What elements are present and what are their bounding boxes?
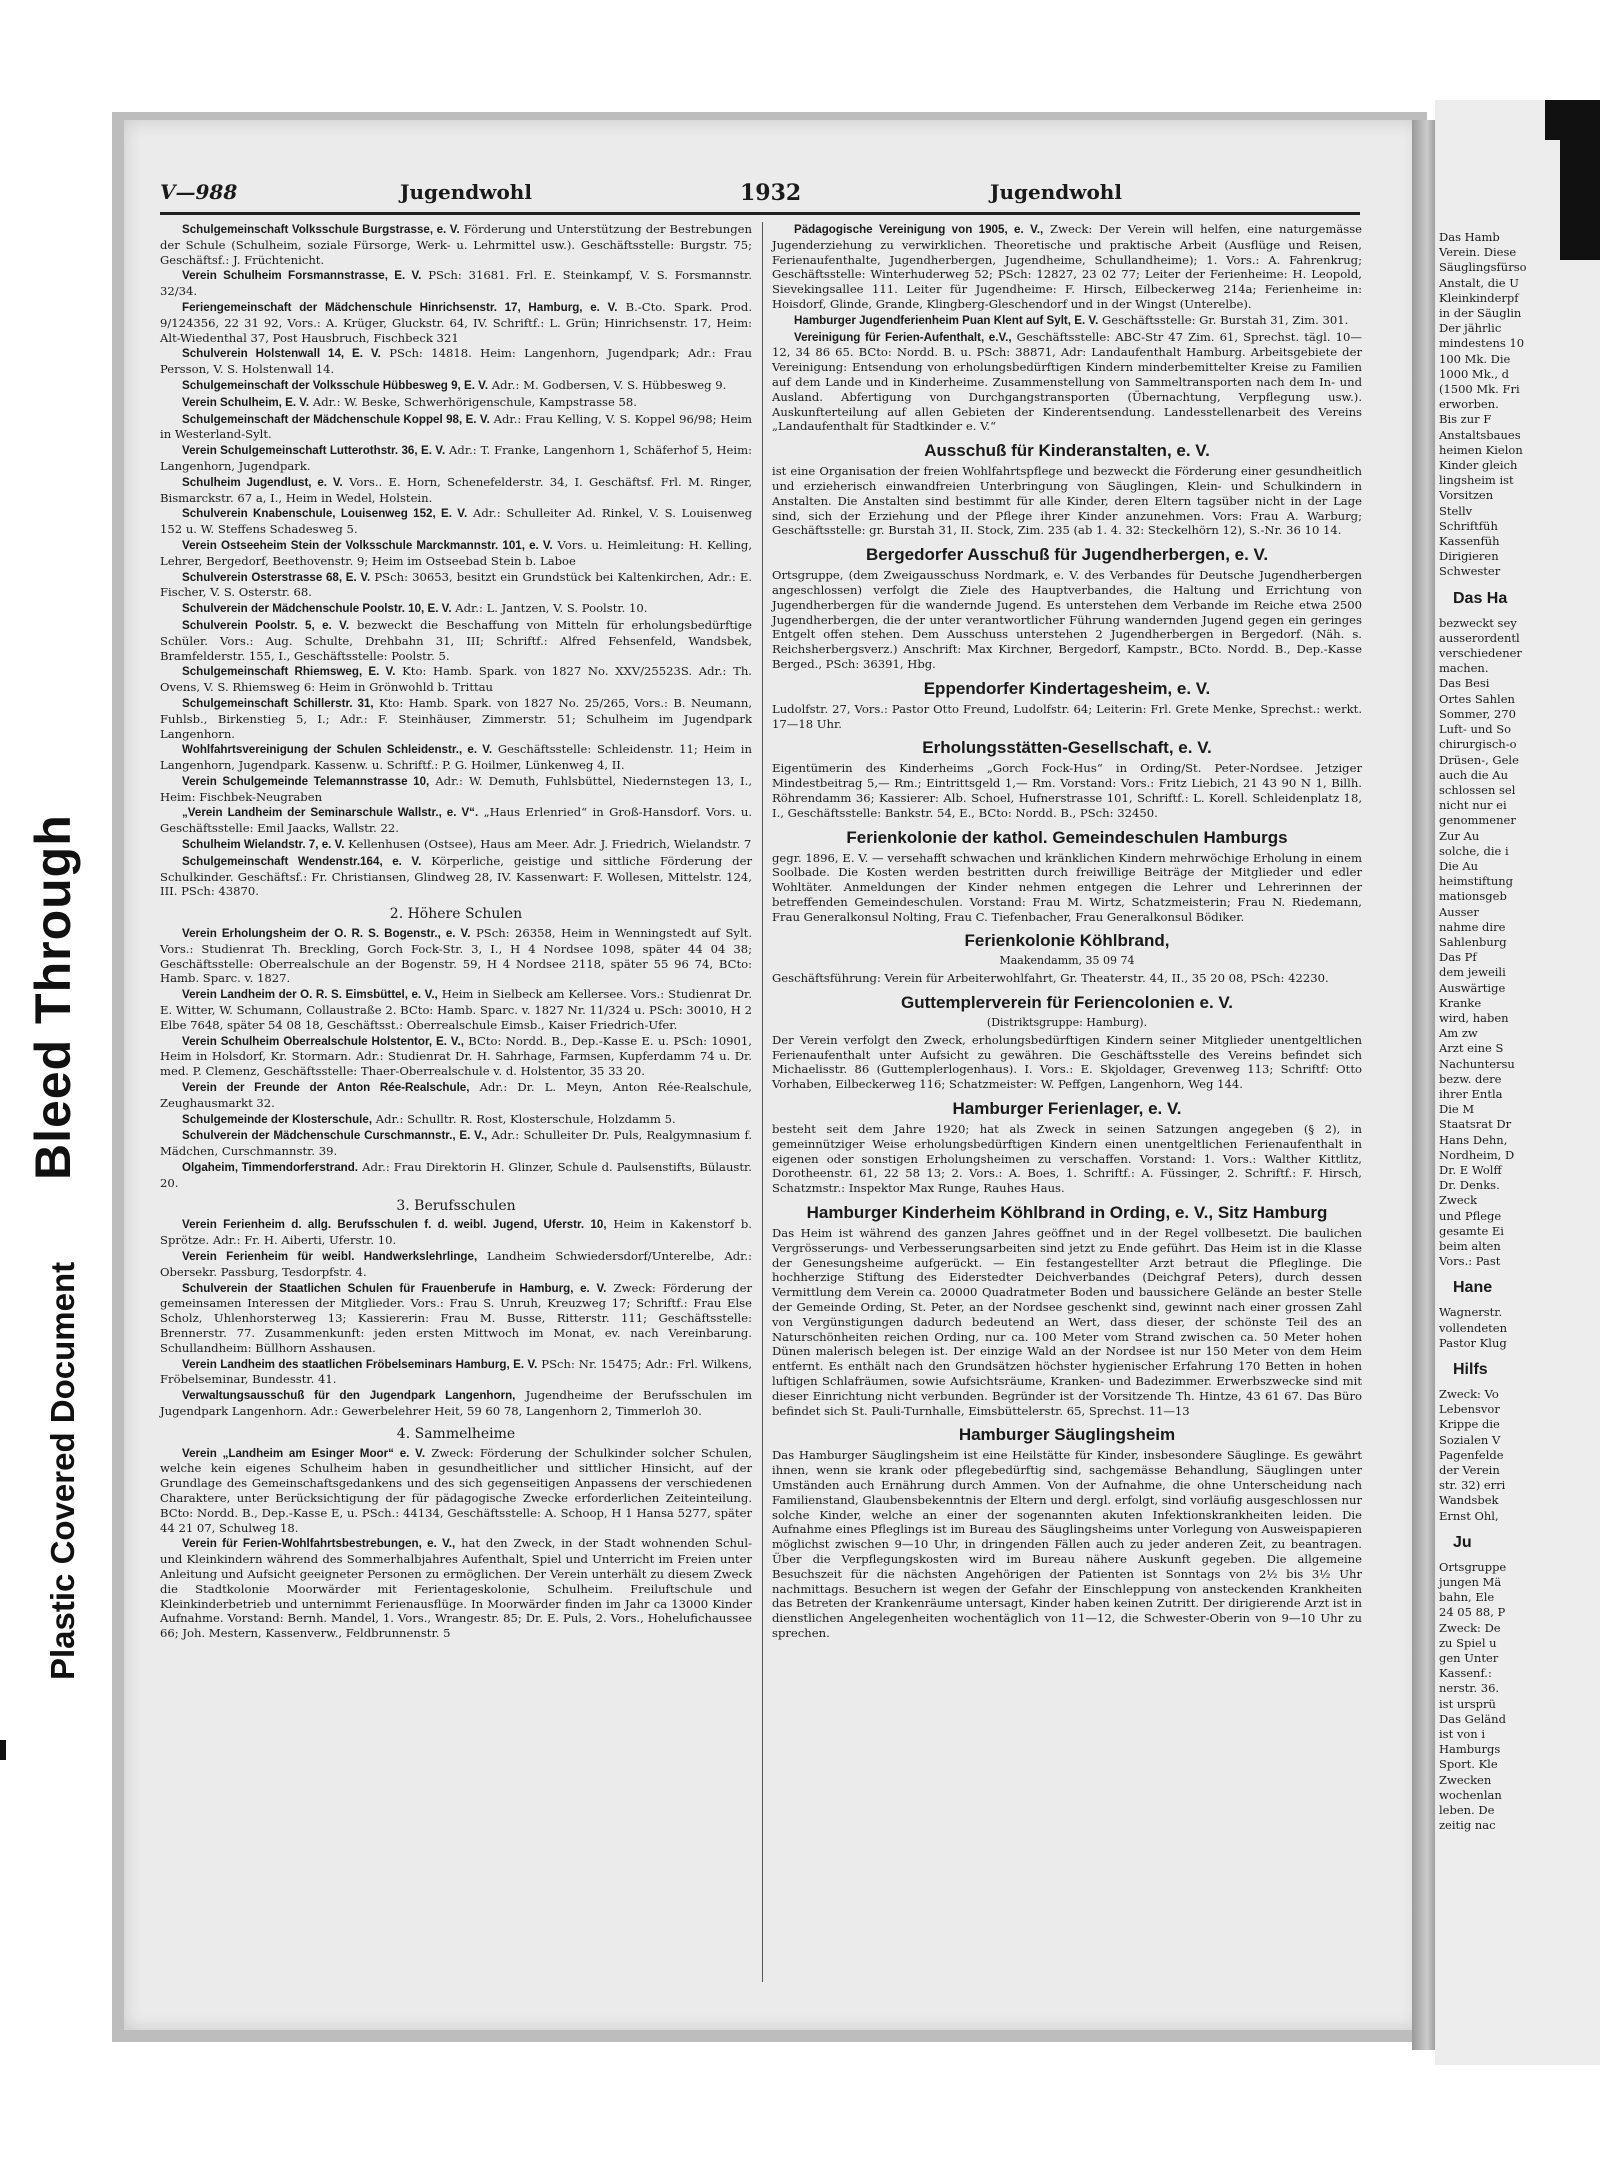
directory-entry: [160, 412, 752, 443]
fragment-line: Kassenfüh: [1439, 534, 1500, 549]
fragment-line: auch die Au: [1439, 767, 1508, 782]
fragment-line: Bis zur F: [1439, 412, 1492, 427]
entry-name: Verein Ostseeheim Stein der Volksschule Marckmannstr. 101, e. V.: [182, 538, 553, 552]
entry-name: Verein Landheim der O. R. S. Eimsbüttel, e. V.,: [182, 988, 438, 1002]
fragment-line: der Verein: [1439, 1463, 1500, 1478]
entry-text: PSch: Nr. 15475; Adr.: Frl. Wilkens, Fröbelseminar, Bundesstr. 41.: [160, 1356, 753, 1387]
entry-name: Schulverein der Mädchenschule Poolstr. 10, E. V.: [182, 602, 452, 616]
fragment-line: ist von i: [1439, 1727, 1486, 1742]
directory-entry: [160, 346, 752, 377]
organization-heading: Bergedorfer Ausschuß für Jugendherbergen, e. V.: [865, 545, 1269, 565]
directory-entry: [160, 664, 752, 695]
fragment-line: jungen Mä: [1439, 1575, 1502, 1590]
fragment-line: Das Geländ: [1439, 1711, 1506, 1726]
scan-black-corner: [1545, 100, 1600, 140]
fragment-line: Das Hamb: [1439, 230, 1500, 244]
fragment-line: Zur Au: [1439, 828, 1480, 843]
entry-text: Geschäftsstelle: ABC-Str 47 Zim. 61, Sprechst. tägl. 10—12, 34 86 65. BCto: Nordd. B. u. PSch: 38871, Adr: Landaufenthalt Hamburg. Arbeitsgebiete der Vereinigung: Entsendung von erholungsbedürftigen Kindern minderbemittelter Kreise zu Familien auf dem Lande und in Kinderheime. Zusammenstellung von Sammeltransporten nach dem In- und Ausland. Abfertigung von Durchgangstransporten (Übernachtung, Verpflegung usw.). Auskunfterteilung auf allen Gebieten der Kinderentsendung. Landesstellenarbeit des Vereins „Landaufenthalt für Stadtkinder e. V.“: [772, 329, 1362, 434]
fragment-line: mationsgeb: [1439, 889, 1507, 904]
fragment-heading: Hane: [1453, 1279, 1493, 1297]
fragment-line: Vors.: Past: [1439, 1254, 1501, 1269]
directory-entry: [160, 300, 752, 345]
adjacent-page-fragment: [1435, 100, 1600, 2065]
directory-entry: [160, 618, 752, 663]
directory-entry: [772, 313, 1362, 329]
entry-name: Pädagogische Vereinigung von 1905, e. V.,: [794, 223, 1044, 236]
directory-entry: [160, 1388, 752, 1419]
entry-name: Verein Erholungsheim der O. R. S. Bogenstr., e. V.: [182, 927, 471, 941]
fragment-line: Arzt eine S: [1439, 1041, 1504, 1056]
entry-name: „Verein Landheim der Seminarschule Wallstr., e. V“.: [182, 806, 479, 820]
entry-text: Zweck: Förderung der gemeinsamen Interessen der Mitglieder. Vors.: Frau S. Unruh, Kreuzweg 17; Schriftf.: Frau Else Scholz, Uhlenhorsterweg 13; Kassiererin: Frau M. Busse, Ritterstr. 111; Geschäftsstelle: Brennerstr. 77. Zusammenkunft: jeden ersten Mittwoch im Monat, ev. nach Vereinbarung. Schullandheim: Büllhorn Asshausen.: [160, 1280, 753, 1355]
entry-name: Schulverein Osterstrasse 68, E. V.: [182, 570, 371, 584]
directory-entry: [160, 1080, 752, 1111]
directory-entry: [160, 1034, 752, 1079]
fragment-line: wird, haben: [1439, 1010, 1509, 1025]
entry-text: Geschäftsstelle: Gr. Burstah 31, Zim. 301.: [1101, 312, 1349, 327]
directory-entry: [160, 1281, 752, 1356]
entry-text: Adr.: Dr. L. Meyn, Anton Rée-Realschule, Zeughausmarkt 32.: [160, 1080, 752, 1110]
directory-entry: [160, 538, 752, 569]
header-year: 1932: [740, 180, 802, 206]
organization-subheading: Maakendamm, 35 09 74: [999, 954, 1135, 968]
fragment-line: verschiedener: [1439, 646, 1522, 661]
entry-text: PSch: 26358, Heim in Wenningstedt auf Sylt. Vors.: Studienrat Th. Breckling, Gorch Fock-Str. 3, I., H 4 Nordsee 1098, später 44 04 38; Geschäftsstelle: Oberrealschule an der Bogenstr. 59, H 4 Nordsee 2118, später 55 96 74, BCto: Hamb. Sparc. v. 1827.: [160, 926, 753, 986]
entry-text: Adr.: M. Godbersen, V. S. Hübbesweg 9.: [491, 377, 727, 392]
fragment-line: Ernst Ohl,: [1439, 1508, 1499, 1523]
fragment-line: solche, die i: [1439, 843, 1509, 858]
directory-entry: [160, 1446, 752, 1536]
fragment-line: bahn, Ele: [1439, 1590, 1495, 1605]
organization-description: Das Heim ist während des ganzen Jahres geöffnet und in der Regel vollbesetzt. Die baulichen Vergrösserungs- und Verbesserungsarbeiten sind jetzt zu Ende geführt. Das Heim ist in die Klasse der Genesungsheime aufgerückt. — Ein festangestellter Arzt betraut die Pfleglinge. Die hochherzige Stiftung des Eiderstedter Deichverbandes (Deichgraf Peters), durch dessen Vermittlung dem Verein ca. 20000 Quadratmeter Boden und baussichere Gelände an bester Stelle der Gemeinde Ording, St. Peter, an der Nordsee geschenkt sind, gewinnt nach einer grossen Zahl von Vergünstigungen dadurch bedeutend an Wert, dass dieser, der schönste Teil des an Naturschönheiten reichen Ording, nur ca. 100 Meter vom Strand zwischen ca. 50 Meter hohen Dünen malerisch belegen ist. Der einzige Wald an der Nordsee ist nur 150 Meter von dem Heim entfernt. Es enthält nach den Grundsätzen höchster hygienischer Erfahrung 170 Betten in hohen luftigen Schlafräumen, sowie Aufsichtsräume, Kranken- und Badezimmer. Erwerbszwecke sind mit dieser Einrichtung nicht verbunden. Begründer ist der Vorsitzende Th. Hintze, 43 61 67. Das Büro befindet sich St. Pauli-Turnhalle, Eimsbüttelerstr. 65, Sprechst. 11—13: [772, 1226, 1362, 1418]
entry-name: Wohlfahrtsvereinigung der Schulen Schleidenstr., e. V.: [182, 743, 493, 757]
fragment-line: Kleinkinderpf: [1439, 290, 1519, 305]
entry-name: Schulgemeinschaft Wendenstr.164, e. V.: [182, 854, 422, 868]
directory-entry: [160, 475, 752, 506]
entry-text: Vors.. E. Horn, Schenefelderstr. 34, I. Geschäftsf. Frl. M. Ringer, Bismarckstr. 67 a, I., Heim in Wedel, Holstein.: [160, 474, 753, 505]
entry-name: Hamburger Jugendferienheim Puan Klent auf Sylt, E. V.: [794, 313, 1099, 327]
entry-name: Schulgemeinschaft der Mädchenschule Koppel 98, E. V.: [182, 412, 490, 426]
section-heading: 3. Berufsschulen: [396, 1197, 516, 1214]
organization-heading: Hamburger Ferienlager, e. V.: [952, 1099, 1182, 1119]
entry-name: Schulgemeinschaft Volksschule Burgstrasse, e. V.: [182, 223, 460, 236]
directory-entry: [160, 774, 752, 805]
fragment-line: Zweck: Vo: [1439, 1387, 1499, 1402]
organization-description: besteht seit dem Jahre 1920; hat als Zweck in seinen Satzungen angegeben (§ 2), in gemeinnütziger Weise erholungsbedürftigen Kindern einen unentgeltlichen Ferienaufenthalt in eigenen oder sonstigen Erholungsheimen zu verschaffen. Vorstand: 1. Vors.: Walther Kittlitz, Dorotheenstr. 61, 22 58 13; 2. Vors.: A. Boes, 1. Schriftf.: A. Füssinger, 2. Schriftf.: F. Hirsch, Schatzmstr.: Inspektor Max Runge, Rauhes Haus.: [772, 1122, 1362, 1196]
entry-text: Jugendheime der Berufsschulen im Jugendpark Langenhorn. Adr.: Gewerbelehrer Heit, 59 60 78, Langenhorn 2, Timmerloh 30.: [160, 1388, 752, 1418]
directory-entry: [160, 1128, 752, 1159]
fragment-line: Die M: [1439, 1102, 1475, 1117]
organization-heading: Ferienkolonie Köhlbrand,: [964, 931, 1170, 951]
entry-name: Schulverein Holstenwall 14, E. V.: [182, 347, 381, 361]
fragment-line: Kranke: [1439, 995, 1482, 1010]
fragment-line: ihrer Entla: [1439, 1086, 1503, 1101]
fragment-line: Dr. Denks.: [1439, 1178, 1500, 1193]
fragment-line: Zwecken: [1439, 1772, 1492, 1787]
entry-name: Verein Schulgemeinde Telemannstrasse 10,: [182, 774, 430, 788]
entry-text: Zweck: Der Verein will helfen, eine naturgemässe Jugenderziehung zu verwirklichen. Theoretische und praktische Arbeit (Ausflüge und Reisen, Ferienaufenthalte, Jugendherbergen, Jugendheime, Schullandheime); 1. Vors.: A. Fahrenkrug; Geschäftsstelle: Winterhuderweg 52; PSch: 12827, 23 02 77; Leiter der Ferienheime: H. Leopold, Sievekingsallee 111. Leiter für Jugendheime: F. Hirsch, Eilbeckerweg 214a; Ferienheime in: Hoisdorf, Glinde, Grande, Klingberg-Gleschendorf und in der Wingst (Unterelbe).: [772, 222, 1363, 311]
organization-description: Ludolfstr. 27, Vors.: Pastor Otto Freund, Ludolfstr. 64; Leiterin: Frl. Grete Menke, Sprechst.: werkt. 17—18 Uhr.: [772, 701, 1362, 731]
fragment-line: dem jeweili: [1439, 965, 1506, 980]
directory-entry: [160, 395, 752, 411]
organization-heading: Ausschuß für Kinderanstalten, e. V.: [924, 441, 1210, 461]
entry-text: PSch: 14818. Heim: Langenhorn, Jugendpark; Adr.: Frau Persson, V. S. Holstenwall 14.: [160, 346, 752, 377]
header-rule: [160, 212, 1360, 215]
fragment-line: Wagnerstr.: [1439, 1305, 1503, 1320]
fragment-line: Sahlenburg: [1439, 934, 1507, 949]
adjacent-page-text: [1435, 230, 1600, 1834]
fragment-line: Zweck: [1439, 1193, 1478, 1208]
entry-name: Verein „Landheim am Esinger Moor“ e. V.: [182, 1446, 426, 1460]
fragment-line: Nordheim, D: [1439, 1147, 1515, 1162]
directory-entry: [160, 742, 752, 773]
fragment-heading: Ju: [1453, 1533, 1472, 1551]
fragment-line: Wandsbek: [1439, 1493, 1499, 1508]
entry-text: Adr.: Frau Kelling, V. S. Koppel 96/98; Heim in Westerland-Sylt.: [160, 411, 752, 442]
organization-heading: Erholungsstätten-Gesellschaft, e. V.: [922, 738, 1212, 758]
fragment-line: 24 05 88, P: [1439, 1605, 1506, 1620]
entry-name: Verein Landheim des staatlichen Fröbelseminars Hamburg, E. V.: [182, 1357, 538, 1371]
fragment-line: vollendeten: [1439, 1320, 1507, 1335]
entry-name: Schulheim Wielandstr. 7, e. V.: [182, 838, 345, 852]
entry-name: Verein der Freunde der Anton Rée-Realschule,: [182, 1081, 470, 1095]
fragment-line: Anstalt, die U: [1439, 275, 1519, 290]
fragment-line: heimstiftung: [1439, 874, 1514, 889]
entry-name: Feriengemeinschaft der Mädchenschule Hinrichsenstr. 17, Hamburg, e. V.: [182, 300, 618, 314]
entry-name: Schulheim Jugendlust, e. V.: [182, 475, 343, 489]
fragment-line: Hamburgs: [1439, 1742, 1501, 1757]
fragment-line: Verein. Diese: [1439, 245, 1517, 260]
directory-entry: [160, 222, 752, 267]
entry-name: Schulverein Poolstr. 5, e. V.: [182, 618, 350, 632]
fragment-line: 100 Mk. Die: [1439, 351, 1511, 366]
directory-entry: [160, 926, 752, 986]
entry-name: Verein Schulgemeinschaft Lutterothstr. 36, E. V.: [182, 444, 446, 458]
running-header: [160, 180, 1360, 214]
left-column: [160, 222, 752, 1642]
entry-name: Verein für Ferien-Wohlfahrtsbestrebungen, e. V.,: [182, 1537, 456, 1551]
entry-text: Adr.: Frau Direktorin H. Glinzer, Schule d. Paulsenstifts, Bülaustr. 20.: [160, 1160, 752, 1190]
fragment-line: Vorsitzen: [1439, 488, 1494, 503]
entry-name: Schulverein Knabenschule, Louisenweg 152, E. V.: [182, 507, 468, 521]
entry-text: Adr.: W. Beske, Schwerhörigenschule, Kampstrasse 58.: [312, 394, 637, 409]
directory-entry: [160, 1249, 752, 1280]
entry-text: Adr.: L. Jantzen, V. S. Poolstr. 10.: [455, 601, 648, 616]
bleed-through-label: Bleed Through: [25, 814, 81, 1180]
fragment-line: Ortsgruppe: [1439, 1559, 1507, 1574]
entry-name: Verein Ferienheim für weibl. Handwerkslehrlinge,: [182, 1250, 478, 1263]
entry-text: Zweck: Förderung der Schulkinder solcher Schulen, welche kein eigenes Schulheim haben in gesundheitlicher und sittlicher Hinsicht, auf der Grundlage des Gemeinschaftsgedankens und des sich gegenseitigen Anpassens der verschiedenen Charaktere, unter Berücksichtigung der für pädagogische Zwecke erforderlichen Zeiteinteilung. BCto: Nordd. B., Dep.-Kasse E, u. PSch.: 44134, Geschäftsstelle: A. Schoop, H 1 Hansa 5277, später 44 21 07, Schulweg 18.: [160, 1445, 753, 1535]
entry-text: Kellenhusen (Ostsee), Haus am Meer. Adr. J. Friedrich, Wielandstr. 7: [348, 837, 752, 852]
fragment-line: Stellv: [1439, 503, 1473, 518]
fragment-line: Zweck: De: [1439, 1620, 1501, 1635]
fragment-line: Kassenf.:: [1439, 1666, 1492, 1681]
entry-text: BCto: Nordd. B., Dep.-Kasse E. u. PSch: 10901, Heim in Holsdorf, Kr. Stormarn. Adr.: Studienrat Dr. H. Sahrhage, Farmsen, Kupferdamm 74 u. Dr. med. P. Clemenz, Geschäftsstelle: Thaer-Oberrealschule v. d. Holstentor, 35 33 20.: [160, 1033, 752, 1079]
page-number: V—988: [160, 180, 238, 204]
directory-entry: [160, 987, 752, 1032]
entry-name: Schulverein der Staatlichen Schulen für Frauenberufe in Hamburg, e. V.: [182, 1281, 607, 1295]
entry-name: Verein Ferienheim d. allg. Berufsschulen f. d. weibl. Jugend, Uferstr. 10,: [182, 1218, 607, 1232]
entry-text: PSch: 31681. Frl. E. Steinkampf, V. S. Forsmannstr. 32/34.: [160, 268, 752, 299]
entry-name: Vereinigung für Ferien-Aufenthalt, e.V.,: [794, 330, 1012, 344]
fragment-line: Staatsrat Dr: [1439, 1117, 1512, 1132]
fragment-line: Sozialen V: [1439, 1432, 1501, 1447]
fragment-line: Anstaltsbaues: [1439, 427, 1521, 442]
fragment-line: nerstr. 36.: [1439, 1681, 1500, 1696]
organization-heading: Ferienkolonie der kathol. Gemeindeschulen Hamburgs: [846, 827, 1288, 847]
organization-description: Der Verein verfolgt den Zweck, erholungsbedürftigen Kindern seiner Mitglieder unentgeltlichen Ferienaufenthalt unter Aufsicht zu gewähren. Die Geschäftsstelle des Vereins befindet sich Michaelisstr. 86 (Guttemplerlogenhaus). I. Vors.: E. Skjoldager, Grevenweg 113; Schriftf: Otto Vorhaben, Eilbeckerweg 116; Schatzmeister: W. Peffgen, Langenhorn, Weg 144.: [772, 1032, 1362, 1092]
entry-name: Schulgemeinde der Klosterschule,: [182, 1112, 373, 1126]
directory-entry: [160, 696, 752, 741]
entry-text: Kto: Hamb. Spark. von 1827 No. XXV/25523S. Adr.: Th. Ovens, V. S. Rhiemsweg 6: Heim in Grönwohld b. Trittau: [160, 664, 752, 695]
entry-text: Förderung und Unterstützung der Bestrebungen der Schule (Schulheim, soziale Fürsorge, Werk- u. Lehrmittel usw.). Geschäftsstelle: Burgstr. 75; Geschäftsf.: J. Früchtenicht.: [160, 222, 753, 267]
directory-entry: [160, 1357, 752, 1388]
organization-description: ist eine Organisation der freien Wohlfahrtspflege und bezweckt die Förderung einer gesundheitlich und erzieherisch einwandfreien Unterbringung von Säuglingen, Klein- und Schulkindern in Anstalten. Die Anstalten sind bestimmt für alle Kinder, deren Eltern tagsüber nicht in der Lage sind, sich der Erziehung und der Pflege ihrer Kinder anzunehmen. Vors: Frau A. Warburg; Geschäftsstelle: gr. Burstah 31, II. Stock, Zim. 235 (ab 1. 4. 32: Steckelhörn 12), S.-Nr. 36 10 14.: [772, 464, 1362, 538]
fragment-line: Dirigieren: [1439, 549, 1499, 564]
fragment-line: Dr. E Wolff: [1439, 1162, 1502, 1177]
entry-text: Adr.: Schulleiter Ad. Rinkel, V. S. Louisenweg 152 u. W. Steffens Schadesweg 5.: [160, 506, 752, 537]
entry-text: PSch: 30653, besitzt ein Grundstück bei Kaltenkirchen, Adr.: E. Fischer, V. S. Osterstr. 68.: [160, 569, 753, 600]
running-title-right: Jugendwohl: [990, 180, 1122, 204]
directory-entry: [160, 1160, 752, 1191]
organization-description: Ortsgruppe, (dem Zweigausschuss Nordmark, e. V. des Verbandes für Deutsche Jugendherbergen angeschlossen) verfolgt die Ziele des Hauptverbandes, die Haltung und Errichtung von Jugendherbergen für die wandernde Jugend. Es unterstehen dem Verbande im Reiche etwa 2500 Jugendherbergen, die der unter verantwortlicher Führung wandernden Jugend gegen ein geringes Entgelt offen stehen. Dem Ausschuss unterstehen 2 Jugendherbergen in Bergedorf. (Näh. s. Reichsherbergsverz.) Anschrift: Max Kirchner, Bergedorf, Kampstr., BCto. Nordd. B., Dep.-Kasse Berged., PSch: 36391, Hbg.: [772, 568, 1362, 671]
directory-entry: [160, 506, 752, 537]
fragment-line: Luft- und So: [1439, 722, 1512, 737]
fragment-line: Nachuntersu: [1439, 1056, 1515, 1071]
fragment-line: gen Unter: [1439, 1651, 1499, 1666]
fragment-line: Pagenfelde: [1439, 1447, 1504, 1462]
fragment-line: leben. De: [1439, 1803, 1495, 1818]
fragment-line: Ausser: [1439, 904, 1479, 919]
entry-text: Heim in Sielbeck am Kellersee. Vors.: Studienrat Dr. E. Witter, W. Schumann, Collaustraße 2. BCto: Hamb. Sparc. v. 1827 Nr. 11/324 u. PSch: 30010, H 2 Elbe 7648, später 54 08 18, Geschäftsst.: Oberrealschule Eimsb., Kaiser Friedrich-Ufer.: [160, 987, 753, 1032]
fragment-line: Die Au: [1439, 858, 1479, 873]
section-heading: 4. Sammelheime: [396, 1425, 516, 1442]
entry-text: hat den Zweck, in der Stadt wohnenden Schul- und Kleinkindern während des Sommerhalbjahres Aufenthalt, Spiel und Unterricht im Freien unter Anleitung und Aufsicht geeigneter Personen zu ermöglichen. Der Verein unterhält zu diesem Zweck die Stadtkolonie Moorwärder mit Ferientageskolonie, Schulheim. Freiluftschule und Kleinkinderbetrieb und unternimmt Ferienausflüge. In Moorwärder finden im Jahr ca 13000 Kinder Aufnahme. Vorstand: Bernh. Mandel, 1. Vors., Wrangestr. 85; Dr. E. Puls, 2. Vors., Hohelufichaussee 66; Joh. Mestern, Kassenverw., Feldbrunnenstr. 5: [160, 1536, 752, 1641]
entry-name: Schulgemeinschaft Rhiemsweg, E. V.: [182, 665, 396, 679]
directory-entry: [160, 1536, 752, 1641]
entry-name: Schulverein der Mädchenschule Curschmannstr., E. V.,: [182, 1129, 488, 1143]
directory-entry: [160, 570, 752, 601]
fragment-heading: Das Ha: [1453, 589, 1508, 607]
fragment-line: str. 32) erri: [1439, 1478, 1506, 1493]
entry-text: Landheim Schwiedersdorf/Unterelbe, Adr.: Obersekr. Passburg, Tesdorpfstr. 4.: [160, 1249, 753, 1279]
fragment-line: schlossen sel: [1439, 782, 1516, 797]
fragment-line: Am zw: [1439, 1026, 1478, 1041]
entry-name: Olgaheim, Timmendorferstrand.: [182, 1161, 359, 1175]
fragment-line: in der Säuglin: [1439, 306, 1522, 321]
fragment-line: Auswärtige: [1439, 980, 1506, 995]
entry-name: Schulgemeinschaft der Volksschule Hübbesweg 9, E. V.: [182, 378, 489, 392]
entry-name: Verein Schulheim, E. V.: [182, 395, 310, 409]
fragment-line: 1000 Mk., d: [1439, 366, 1509, 381]
entry-text: Adr.: Schulltr. R. Rost, Klosterschule, Holzdamm 5.: [375, 1111, 676, 1126]
fragment-line: Krippe die: [1439, 1417, 1500, 1432]
sidebar-tick-mark: [0, 1740, 6, 1760]
entry-text: Adr.: T. Franke, Langenhorn 1, Schäferhof 5, Heim: Langenhorn, Jugendpark.: [160, 443, 753, 473]
fragment-line: Ortes Sahlen: [1439, 691, 1515, 706]
fragment-line: Drüsen-, Gele: [1439, 752, 1519, 767]
fragment-heading: Hilfs: [1453, 1361, 1488, 1379]
directory-entry: [160, 837, 752, 853]
fragment-line: zeitig nac: [1439, 1818, 1496, 1833]
fragment-line: ist ursprü: [1439, 1696, 1496, 1711]
plastic-covered-label: Plastic Covered Document: [44, 1261, 81, 1680]
fragment-line: beim alten: [1439, 1239, 1501, 1253]
entry-text: Kto: Hamb. Spark. von 1827 No. 25/265, Vors.: B. Neumann, Fuhlsb., Birkenstieg 5, I.; Adr.: F. Steinhäuser, Zimmerstr. 51; Schulheim im Jugendpark Langenhorn.: [160, 695, 753, 741]
fragment-line: genommener: [1439, 813, 1516, 828]
fragment-line: Das Besi: [1439, 676, 1490, 691]
entry-text: Adr.: W. Demuth, Fuhlsbüttel, Niedernstegen 13, I., Heim: Fischbek-Neugraben: [160, 773, 753, 804]
section-heading: 2. Höhere Schulen: [389, 906, 523, 923]
entry-text: Körperliche, geistige und sittliche Förderung der Schulkinder. Geschäftsf.: Fr. Christiansen, Glindweg 28, IV. Kassenwart: F. Wollesen, Mittelstr. 124, III. PSch: 43870.: [160, 853, 752, 899]
entry-text: Adr.: Schulleiter Dr. Puls, Realgymnasium f. Mädchen, Curschmannstr. 39.: [160, 1128, 753, 1159]
entry-text: bezweckt die Beschaffung von Mitteln für erholungsbedürftige Schüler. Vors.: Aug. Schulte, Drehbahn 31, III; Schriftf.: Alfred Fehsenfeld, Wandsbek, Bramfelderstr. 155, I., Geschäftsstelle: Poolstr. 5.: [160, 617, 753, 663]
fragment-line: Sommer, 270: [1439, 706, 1516, 721]
fragment-line: nicht nur ei: [1439, 798, 1507, 813]
fragment-line: Säuglingsfürso: [1439, 260, 1527, 275]
directory-entry: [160, 1112, 752, 1128]
fragment-line: heimen Kielon: [1439, 442, 1523, 457]
fragment-line: Sport. Kle: [1439, 1757, 1498, 1772]
directory-entry: [160, 601, 752, 617]
entry-name: Schulgemeinschaft Schillerstr. 31,: [182, 696, 374, 710]
entry-text: B.-Cto. Spark. Prod. 9/124356, 22 31 92, Vors.: A. Krüger, Gluckstr. 64, IV. Schriftf.: L. Grün; Hinrichsenstr. 17, Heim: Alt-Wiedenthal 37, Post Hausbruch, Fischbeck 321: [160, 299, 752, 345]
entry-text: Geschäftsstelle: Schleidenstr. 11; Heim in Langenhorn, Jugendpark. Kassenw. u. Schriftf.: P. G. Hoilmer, Lünkenweg 4, II.: [160, 742, 752, 773]
fragment-line: gesamte Ei: [1439, 1223, 1504, 1238]
fragment-line: Pastor Klug: [1439, 1335, 1507, 1350]
organization-description: Eigentümerin des Kinderheims „Gorch Fock-Hus“ in Ording/St. Peter-Nordsee. Jetziger Mindestbeitrag 5,— Rm.; Eintrittsgeld 1,— Rm. Vorstand: Vors.: Fritz Liebich, 21 43 90 N 1, Billh. Röhrendamm 36; Kassierer: Alb. Schoel, Hufnerstrasse 101, Schriftf.: L. Korell. Schleidenplatz 18, I., Geschäftsstelle: Bankstr. 54, E., BCto: Nordd. B., PSch: 32450.: [772, 761, 1362, 820]
entry-name: Verwaltungsausschuß für den Jugendpark Langenhorn,: [182, 1389, 516, 1403]
fragment-line: ausserordentl: [1439, 630, 1520, 645]
organization-description: Geschäftsführung: Verein für Arbeiterwohlfahrt, Gr. Theaterstr. 44, II., 35 20 08, PSch: 42230.: [772, 971, 1329, 986]
fragment-line: erworben.: [1439, 397, 1499, 412]
entry-name: Verein Schulheim Forsmannstrasse, E. V.: [182, 269, 422, 283]
column-divider: [762, 222, 763, 1982]
fragment-line: lingsheim ist: [1439, 473, 1514, 488]
organization-heading: Eppendorfer Kindertagesheim, e. V.: [923, 678, 1211, 698]
fragment-line: Kinder gleich: [1439, 458, 1518, 473]
right-column: [772, 222, 1362, 1643]
organization-description: Das Hamburger Säuglingsheim ist eine Heilstätte für Kinder, insbesondere Säuglinge. Es gewährt ihnen, wenn sie krank oder pflegebedürftig sind, sachgemässe Behandlung, Säuglingen unter Umständen auch Ernährung durch Ammen. Von der Aufnahme, die ohne Unterscheidung nach Familienstand, Glaubensbekenntnis der Eltern und dergl. erfolgt, sind vorläufig ausgeschlossen nur solche Kinder, welche an einer der sogenannten akuten Infektionskrankheiten leiden. Die Aufnahme eines Pfleglings ist im Bureau des Säuglingsheims unter Vorlegung von Ausweispapieren möglichst zwischen 9—10 Uhr, in dringenden Fällen auch zu jeder anderen Zeit, zu beantragen. Über die Verpflegungskosten wird im Bureau nähere Auskunft gegeben. Die allgemeine Besuchszeit für die nächsten Angehörigen der Patienten ist Sonntags von 2½ bis 3½ Uhr nachmittags. Besuchern ist wegen der Gefahr der Einschleppung von ansteckenden Krankheiten das Betreten der Krankenräume untersagt, Kinder haben keinen Zutritt. Der dirigierende Arzt ist in dienstlichen Angelegenheiten wochentäglich von 11—12, die Schwester-Oberin von 9—10 Uhr zu sprechen.: [772, 1448, 1362, 1640]
directory-entry: [772, 222, 1362, 312]
fragment-line: Der jährlic: [1439, 321, 1502, 336]
directory-entry: [160, 268, 752, 299]
organization-heading: Guttemplerverein für Feriencolonien e. V.: [901, 993, 1233, 1013]
entry-text: Heim in Kakenstorf b. Sprötze. Adr.: Fr. H. Aiberti, Uferstr. 10.: [160, 1217, 752, 1248]
fragment-line: und Pflege: [1439, 1208, 1502, 1223]
fragment-line: Hans Dehn,: [1439, 1132, 1508, 1147]
directory-entry: [160, 805, 752, 836]
fragment-line: nahme dire: [1439, 919, 1506, 934]
fragment-line: bezweckt sey: [1439, 615, 1517, 630]
fragment-line: wochenlan: [1439, 1787, 1502, 1802]
fragment-line: bezw. dere: [1439, 1071, 1502, 1086]
fragment-line: mindestens 10: [1439, 336, 1525, 351]
entry-text: „Haus Erlenried“ in Groß-Hansdorf. Vors. u. Geschäftsstelle: Emil Jaacks, Wallstr. 22.: [160, 805, 753, 836]
fragment-line: machen.: [1439, 661, 1489, 676]
fragment-line: Schwester: [1439, 564, 1501, 579]
fragment-line: zu Spiel u: [1439, 1635, 1497, 1650]
entry-name: Verein Schulheim Oberrealschule Holstentor, E. V.,: [182, 1034, 464, 1048]
fragment-line: Das Pf: [1439, 950, 1477, 965]
fragment-line: Lebensvor: [1439, 1402, 1500, 1417]
directory-entry: [772, 330, 1362, 435]
fragment-line: (1500 Mk. Fri: [1439, 382, 1520, 397]
organization-heading: Hamburger Säuglingsheim: [958, 1425, 1176, 1445]
directory-entry: [160, 1217, 752, 1248]
directory-entry: [160, 378, 752, 394]
organization-heading: Hamburger Kinderheim Köhlbrand in Ording, e. V., Sitz Hamburg: [806, 1203, 1328, 1223]
organization-subheading: (Distriktsgruppe: Hamburg).: [986, 1016, 1148, 1030]
organization-description: gegr. 1896, E. V. — versehafft schwachen und kränklichen Kindern mehrwöchige Erholung in einem Soolbade. Die Kosten werden bestritten durch freiwillige Beiträge der Mitglieder und edler Wohltäter. Anmeldungen der Kinder nehmen entgegen die Lehrer und Lehrerinnen der betreffenden Gemeindeschulen. Vorstand: Frau M. Wirtz, Schatzmeisterin; Frau N. Riedemann, Frau Generalkonsul Nolting, Frau C. Tiefenbacher, Frau Generalkonsul Bödiker.: [772, 850, 1362, 924]
directory-entry: [160, 443, 752, 474]
fragment-line: Schriftfüh: [1439, 518, 1498, 533]
running-title-left: Jugendwohl: [400, 180, 532, 204]
directory-entry: [160, 854, 752, 899]
entry-text: Vors. u. Heimleitung: H. Kelling, Lehrer, Bergedorf, Beethovenstr. 9; Heim im Ostseebad Stein b. Laboe: [160, 537, 753, 568]
fragment-line: chirurgisch-o: [1439, 737, 1517, 752]
